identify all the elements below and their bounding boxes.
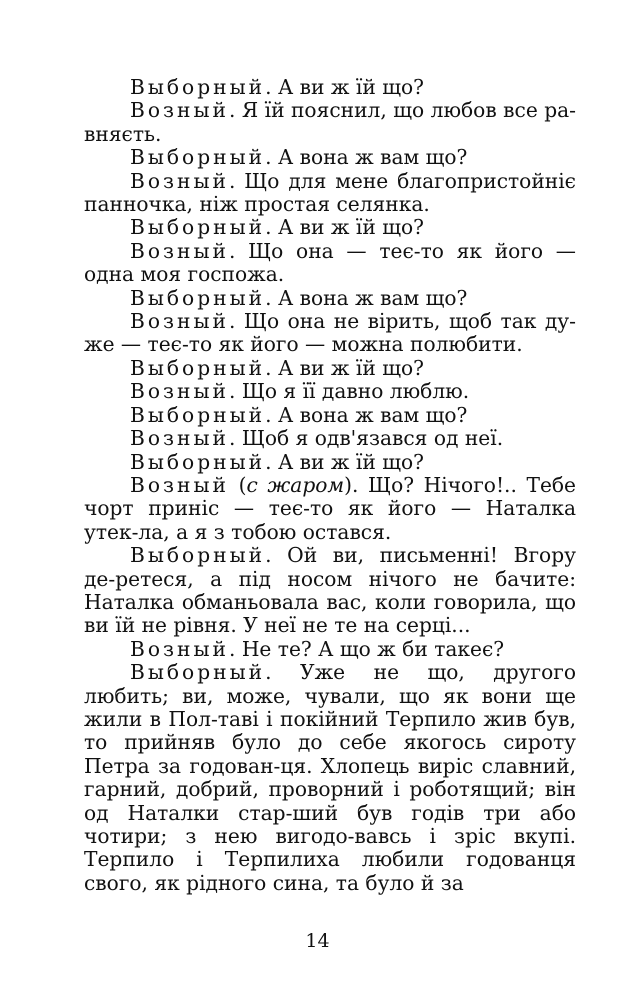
speaker-name: Возный xyxy=(130,636,229,661)
speaker-name: Выборный xyxy=(130,145,266,170)
speech: . А вона ж вам що? xyxy=(265,402,468,427)
speaker-name: Выборный xyxy=(130,285,266,310)
speaker-name: Выборный xyxy=(130,75,266,99)
dialogue-line-8 xyxy=(84,310,576,357)
dialogue-line-12 xyxy=(84,427,576,450)
speech: . Що для мене благопристойніє панночка, ніж простая селянка. xyxy=(84,168,576,217)
text-block xyxy=(84,76,576,895)
speaker-name: Возный xyxy=(130,309,229,334)
speaker-name: Выборный xyxy=(130,402,266,427)
speaker-name: Выборный xyxy=(130,449,266,474)
speech: ). Що? Нічого!.. Тебе чорт приніс — теє-то як його — Наталка утек-ла, а я з тобою остався. xyxy=(84,472,576,544)
dialogue-line-9 xyxy=(84,357,576,380)
dialogue-line-4 xyxy=(84,170,576,217)
speech: . Уже не що, другого любить; ви, може, чували, що як вони ще жили в Пол-таві і покійний Терпило жив був, то прийняв було до себе якогось сироту Петра за годован-ця. Хлопець виріс славний, гарний, добрий, проворний і роботящий; він од Наталки стар-ший був годів три або чотири; з нею вигодо-вавсь і зріс вкупі. Терпило і Терпилиха любили годованця свого, як рідного сина, та було й за xyxy=(84,660,576,895)
dialogue-line-6 xyxy=(84,240,576,287)
speaker-name: Выборный xyxy=(130,215,266,240)
paren-open: ( xyxy=(228,472,247,497)
speaker-name: Выборный xyxy=(130,355,266,380)
speech: . А ви ж їй що? xyxy=(265,355,424,380)
stage-direction: с жаром xyxy=(246,472,345,497)
dialogue-line-2 xyxy=(84,99,576,146)
speaker-name: Возный xyxy=(130,379,229,404)
speech: . А ви ж їй що? xyxy=(265,449,424,474)
speaker-name: Выборный xyxy=(130,543,266,568)
dialogue-line-13 xyxy=(84,451,576,474)
dialogue-line-3 xyxy=(84,146,576,169)
speech: . Що она не вірить, щоб так ду-же — теє-то як його — можна полюбити. xyxy=(84,309,576,357)
speech: . Що она — теє-то як його — одна моя госпожа. xyxy=(84,238,576,287)
speech: . Я їй пояснил, що любов все ра-вняєть. xyxy=(84,98,576,146)
speaker-name: Возный xyxy=(130,238,229,263)
dialogue-line-1 xyxy=(84,76,576,99)
speech: . Щоб я одв'язався од неї. xyxy=(228,426,504,451)
speech: . А ви ж їй що? xyxy=(265,215,424,240)
dialogue-line-15 xyxy=(84,544,576,638)
speech: . Ой ви, письменні! Вгору де-ретеся, а під носом нічого не бачите: Наталка обманьовала вас, коли говорила, що ви їй не рівня. У неї не те на серці... xyxy=(84,543,576,638)
speech: . Не те? А що ж би такеє? xyxy=(228,636,505,661)
speaker-name: Выборный xyxy=(130,660,266,685)
speaker-name: Возный xyxy=(130,98,229,123)
dialogue-line-7 xyxy=(84,287,576,310)
dialogue-line-14 xyxy=(84,474,576,544)
dialogue-line-17 xyxy=(84,661,576,895)
speech: . А ви ж їй що? xyxy=(265,75,424,99)
dialogue-line-10 xyxy=(84,380,576,403)
speech: . А вона ж вам що? xyxy=(265,145,468,170)
speech: . А вона ж вам що? xyxy=(265,285,468,310)
page-number: 14 xyxy=(305,930,330,952)
dialogue-line-11 xyxy=(84,404,576,427)
dialogue-line-5 xyxy=(84,216,576,239)
speaker-name: Возный xyxy=(130,168,229,193)
speaker-name: Возный xyxy=(130,472,229,497)
dialogue-line-16 xyxy=(84,638,576,661)
speaker-name: Возный xyxy=(130,426,229,451)
speech: . Що я її давно люблю. xyxy=(228,379,470,404)
